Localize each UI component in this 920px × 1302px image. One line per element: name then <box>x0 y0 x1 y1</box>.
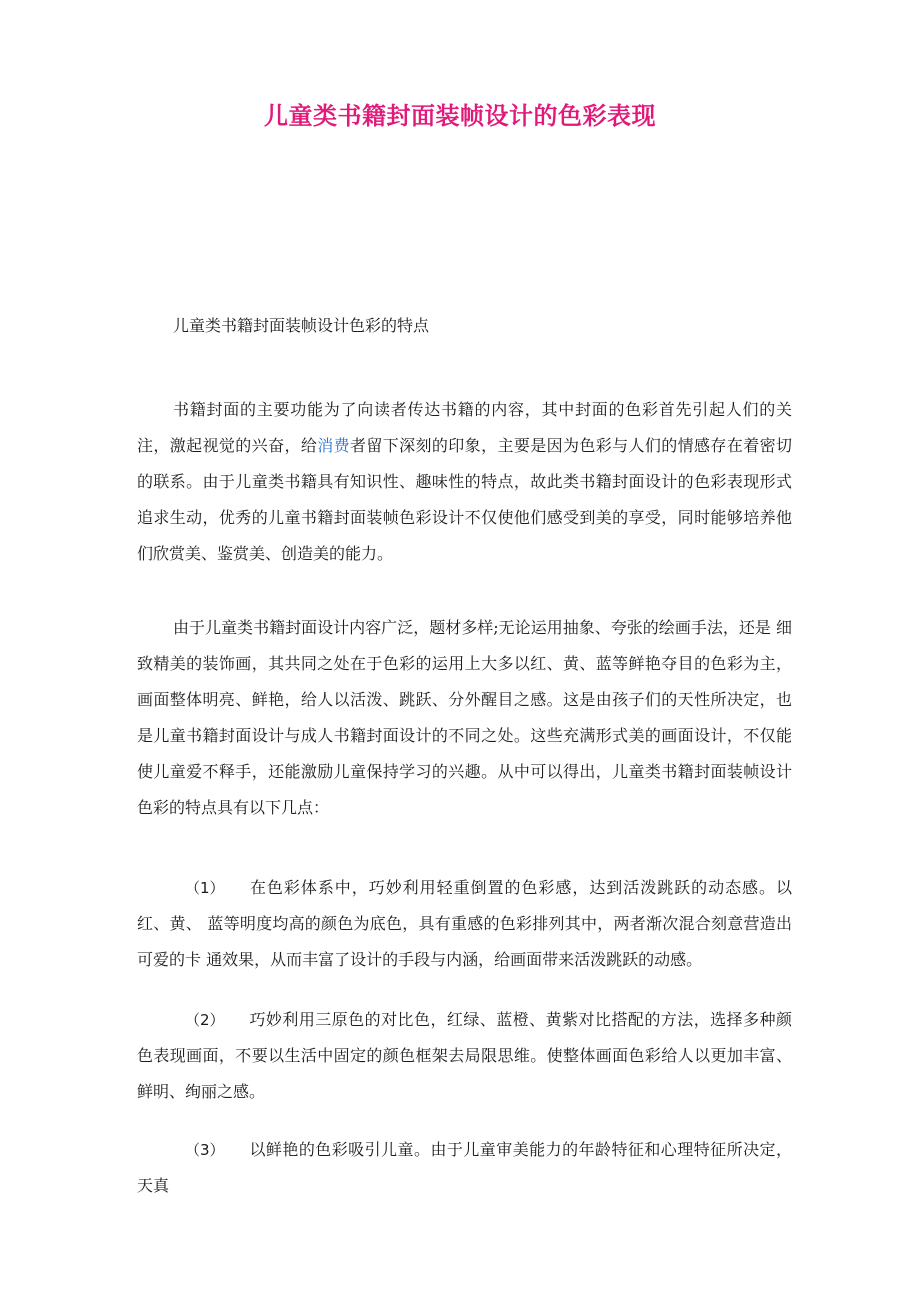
list-item-number: （2） <box>185 1011 225 1029</box>
list-item <box>137 870 792 978</box>
section-heading: 儿童类书籍封面装帧设计色彩的特点 <box>173 316 430 335</box>
consumer-link[interactable]: 消费 <box>317 436 350 455</box>
list-item <box>137 1002 792 1110</box>
list-item-text: 以鲜艳的色彩吸引儿童。由于儿童审美能力的年龄特征和心理特征所决定，天真 <box>137 1140 792 1195</box>
document-title: 儿童类书籍封面装帧设计的色彩表现 <box>264 102 656 130</box>
list-item-text: 巧妙利用三原色的对比色，红绿、蓝橙、黄紫对比搭配的方法，选择多种颜色表现画面，不要以生活中固定的颜色框架去局限思维。使整体画面色彩给人以更加丰富、鲜明、绚丽之感。 <box>137 1010 792 1101</box>
paragraph-1-text-b: 者留下深刻的印象，主要是因为色彩与人们的情感存在着密切 的联系。由于儿童类书籍具有知识性、趣味性的特点，故此类书籍封面设计的色彩表现形式 追求生动，优秀的儿童书籍封面装帧色彩设计不仅使他们感受到美的享受，同时能够培养他 们欣赏美、鉴赏美、创造美的能力。 <box>137 436 792 563</box>
list-item-number: （1） <box>185 879 225 897</box>
list-item-number: （3） <box>185 1141 225 1159</box>
paragraph-1-text-a: 书籍封面的主要功能为了向读者传达书籍的内容，其中封面的色彩首先引起人们的关 注，激起视觉的兴奋，给 <box>137 400 792 455</box>
list-item <box>137 1132 792 1204</box>
list-item-text: 在色彩体系中，巧妙利用轻重倒置的色彩感，达到活泼跳跃的动态感。以红、黄、 蓝等明度均高的颜色为底色，具有重感的色彩排列其中，两者渐次混合刻意营造出可爱的卡 通效果，从而丰富了设计的手段与内涵，给画面带来活泼跳跃的动感。 <box>137 878 792 969</box>
paragraph-2: 由于儿童类书籍封面设计内容广泛，题材多样;无论运用抽象、夸张的绘画手法，还是 细致精美的装饰画，其共同之处在于色彩的运用上大多以红、黄、蓝等鲜艳夺目的色彩为主， 画面整体明亮、鲜艳，给人以活泼、跳跃、分外醒目之感。这是由孩子们的天性所决定，也 是儿童书籍封面设计与成人书籍封面设计的不同之处。这些充满形式美的画面设计，不仅能 使儿童爱不释手，还能激励儿童保持学习的兴趣。从中可以得出，儿童类书籍封面装帧设计 色彩的特点具有以下几点： <box>137 618 792 817</box>
paragraph-1 <box>137 392 792 572</box>
